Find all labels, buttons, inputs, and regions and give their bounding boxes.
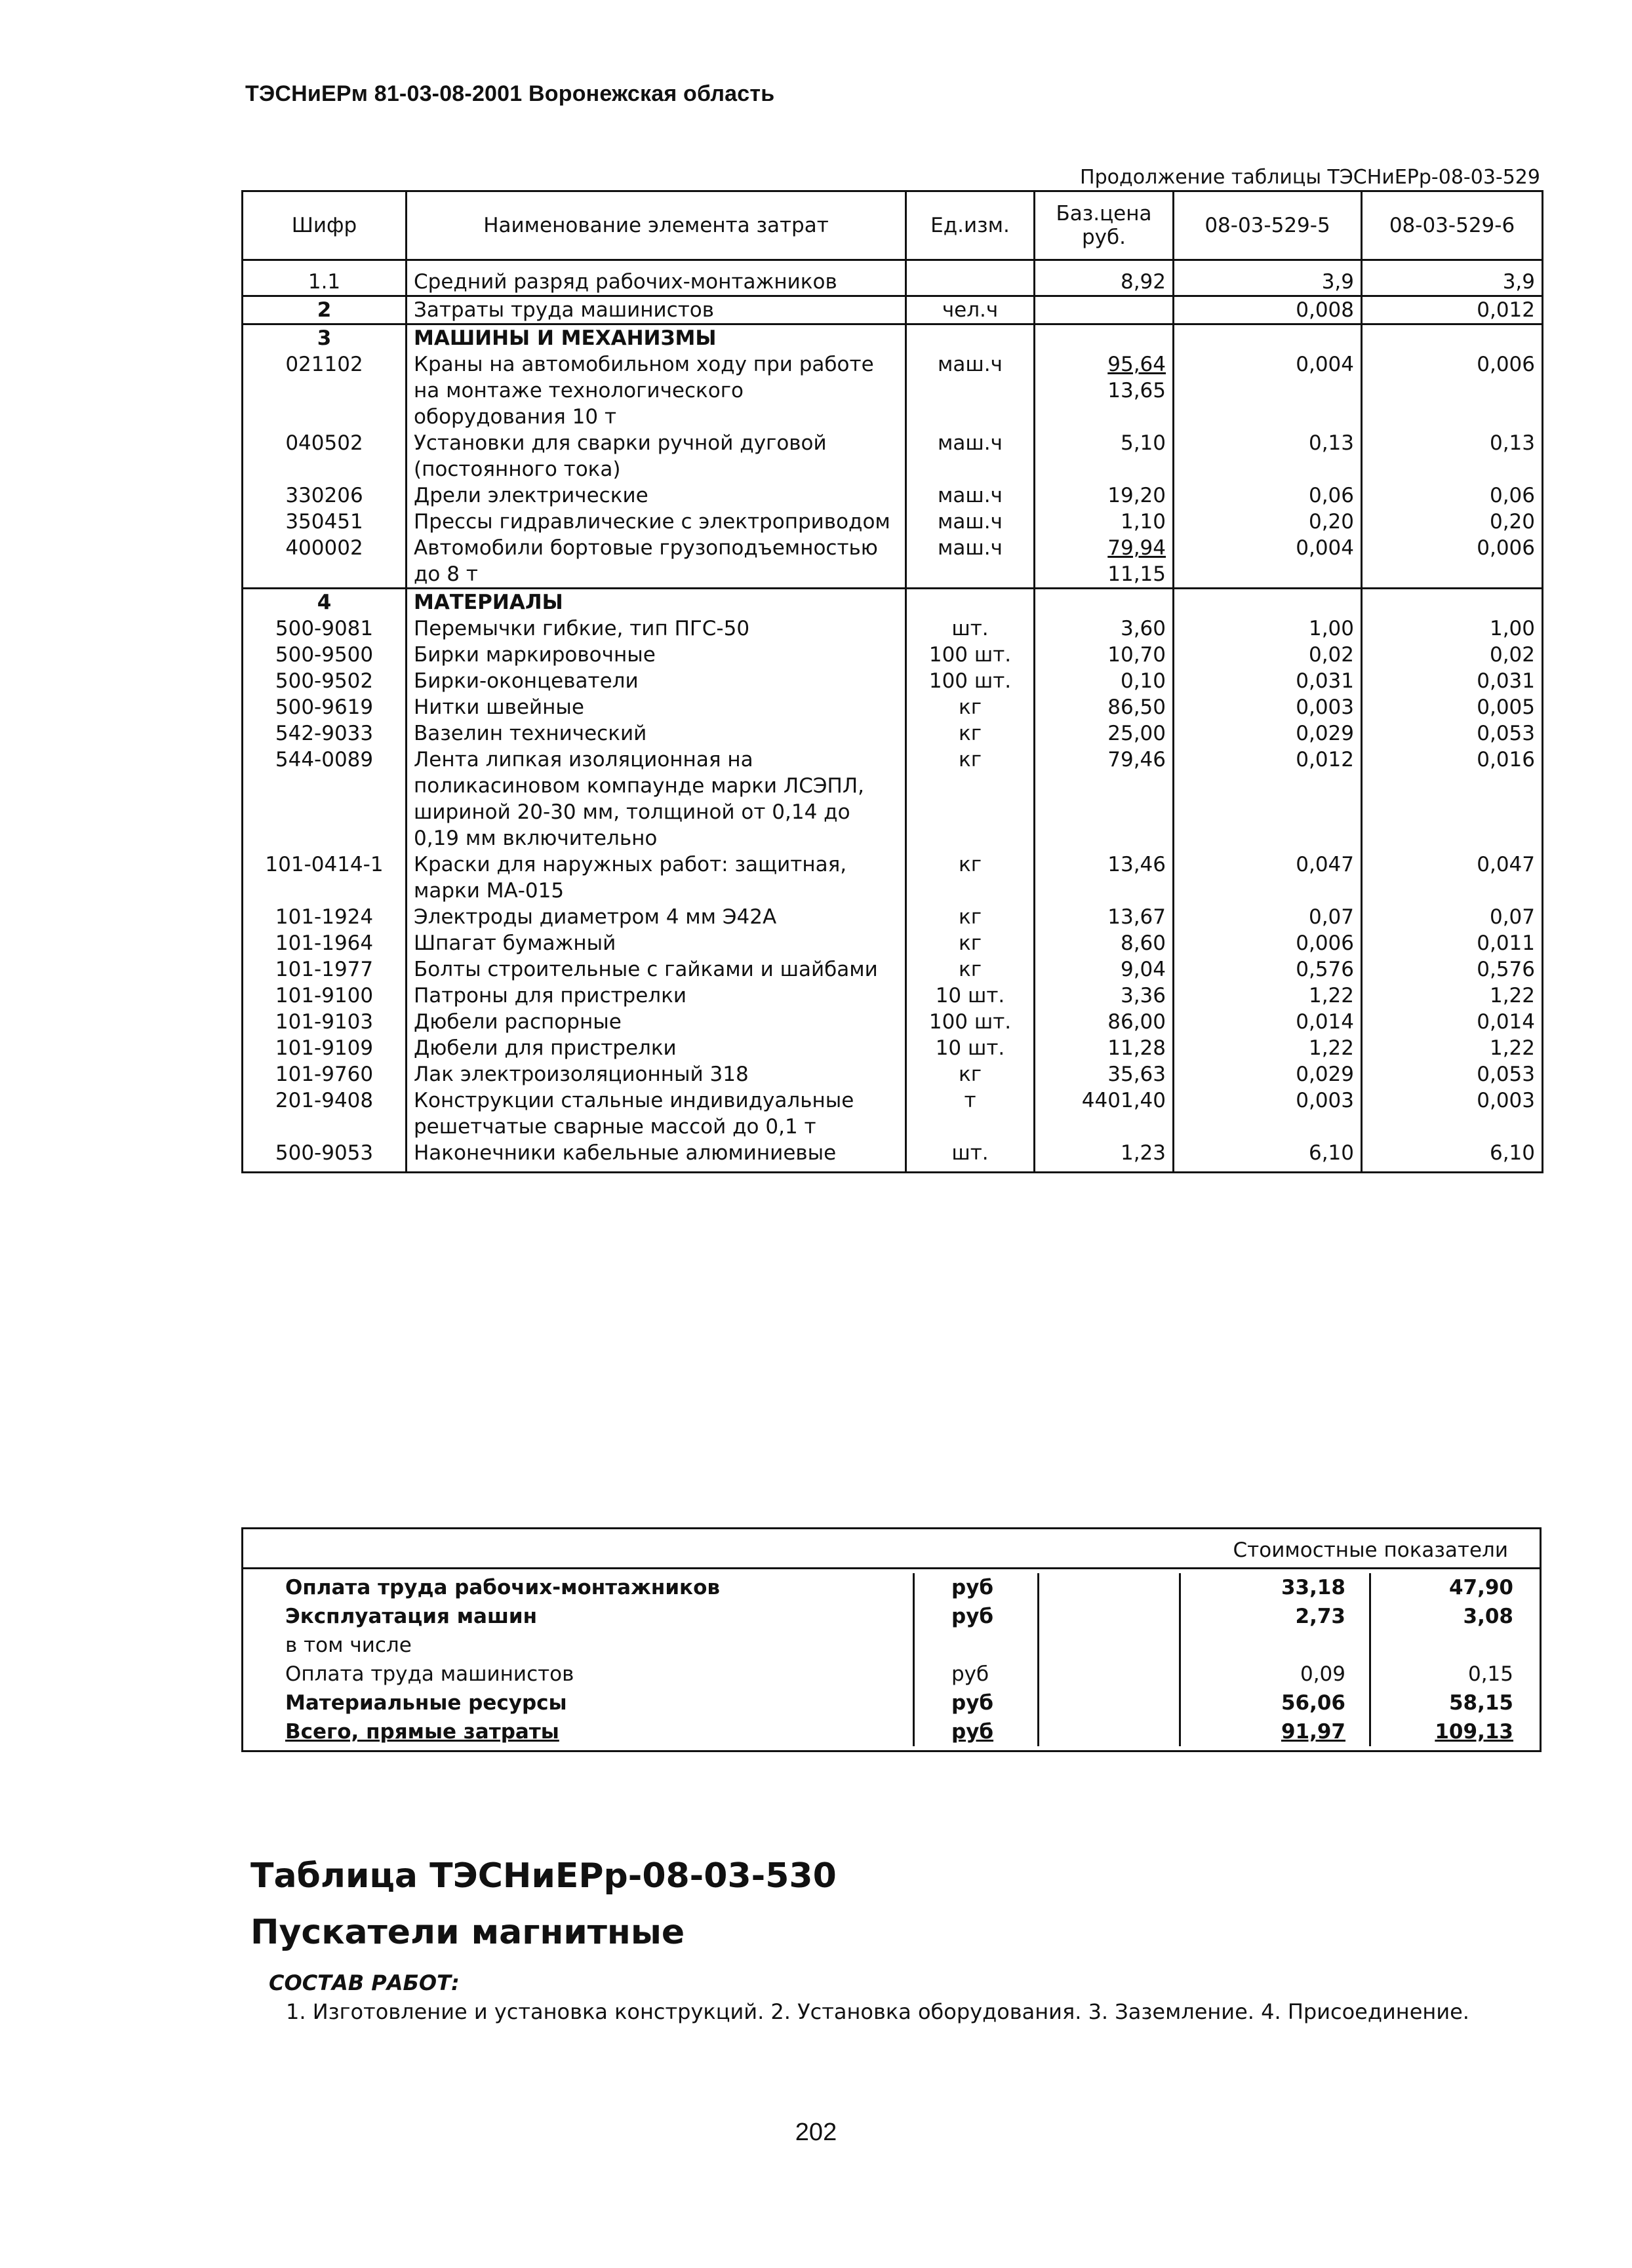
table-row (243, 260, 1543, 296)
row-price-value: 35,63 (1107, 1063, 1166, 1086)
summary-heading: Стоимостные показатели (243, 1529, 1540, 1569)
row-price (1035, 930, 1174, 956)
row-value-529-5: 0,576 (1174, 956, 1362, 983)
row-name: Дрели электрические (407, 482, 906, 509)
row-name: Нитки швейные (407, 694, 906, 720)
row-name: МАТЕРИАЛЫ (407, 589, 906, 616)
table-row (243, 296, 1543, 324)
row-value-529-5: 0,02 (1174, 642, 1362, 668)
summary-row (243, 1717, 1540, 1746)
row-value-529-6: 0,016 (1362, 747, 1543, 851)
row-value-529-6: 0,13 (1362, 430, 1543, 482)
table-row (243, 956, 1543, 983)
row-price (1035, 956, 1174, 983)
summary-value-529-5 (1181, 1631, 1371, 1660)
row-name: Шпагат бумажный (407, 930, 906, 956)
summary-unit: руб (915, 1573, 1039, 1602)
table-caption: Продолжение таблицы ТЭСНиЕРр-08-03-529 (1080, 166, 1540, 189)
row-code: 500-9053 (243, 1140, 407, 1173)
row-price (1035, 904, 1174, 930)
row-value-529-5: 0,029 (1174, 1061, 1362, 1087)
row-price (1035, 482, 1174, 509)
summary-name: Оплата труда рабочих-монтажников (243, 1573, 915, 1602)
summary-row (243, 1602, 1540, 1631)
row-value-529-6: 0,011 (1362, 930, 1543, 956)
row-code: 542-9033 (243, 720, 407, 747)
row-price (1035, 1087, 1174, 1140)
row-code: 101-1964 (243, 930, 407, 956)
row-code: 350451 (243, 509, 407, 535)
row-price (1035, 1140, 1174, 1173)
table-row (243, 351, 1543, 430)
row-name: Лента липкая изоляционная на поликасиновом компаунде марки ЛСЭПЛ, шириной 20-30 мм, толщиной от 0,14 до 0,19 мм включительно (407, 747, 906, 851)
row-value-529-6: 1,22 (1362, 983, 1543, 1009)
row-unit: маш.ч (906, 430, 1035, 482)
table-header-row (243, 191, 1543, 260)
row-code: 500-9081 (243, 616, 407, 642)
row-code: 201-9408 (243, 1087, 407, 1140)
row-code: 500-9619 (243, 694, 407, 720)
row-unit: кг (906, 1061, 1035, 1087)
summary-unit: руб (915, 1660, 1039, 1689)
row-value-529-6: 0,053 (1362, 1061, 1543, 1087)
row-code: 101-9103 (243, 1009, 407, 1035)
summary-name: в том числе (243, 1631, 915, 1660)
row-unit: кг (906, 956, 1035, 983)
row-price (1035, 668, 1174, 694)
table-row (243, 535, 1543, 589)
row-value-529-6: 0,047 (1362, 851, 1543, 904)
table-row (243, 930, 1543, 956)
row-value-529-6: 0,02 (1362, 642, 1543, 668)
summary-row (243, 1660, 1540, 1689)
row-code: 544-0089 (243, 747, 407, 851)
row-value-529-5: 0,004 (1174, 535, 1362, 589)
row-code: 400002 (243, 535, 407, 589)
row-name: Бирки маркировочные (407, 642, 906, 668)
row-value-529-6: 3,9 (1362, 260, 1543, 296)
row-price (1035, 430, 1174, 482)
summary-value-529-6: 47,90 (1448, 1576, 1513, 1599)
summary-row (243, 1631, 1540, 1660)
row-name: Вазелин технический (407, 720, 906, 747)
row-code: 500-9500 (243, 642, 407, 668)
cost-table (241, 190, 1543, 1173)
summary-price-empty (1039, 1689, 1181, 1717)
row-unit (906, 589, 1035, 616)
next-table-title: Таблица ТЭСНиЕРр-08-03-530 (250, 1856, 837, 1896)
table-row (243, 324, 1543, 352)
row-price-value: 1,23 (1120, 1141, 1166, 1165)
table-row (243, 1140, 1543, 1173)
row-unit: 100 шт. (906, 642, 1035, 668)
summary-price-empty (1039, 1717, 1181, 1746)
row-name: Средний разряд рабочих-монтажников (407, 260, 906, 296)
row-price-value: 3,36 (1120, 984, 1166, 1007)
table-row (243, 851, 1543, 904)
row-unit: 100 шт. (906, 1009, 1035, 1035)
row-code: 330206 (243, 482, 407, 509)
row-code: 1.1 (243, 260, 407, 296)
col-header-code: Шифр (243, 191, 407, 260)
row-value-529-5: 1,00 (1174, 616, 1362, 642)
row-value-529-6: 6,10 (1362, 1140, 1543, 1173)
row-unit: маш.ч (906, 351, 1035, 430)
row-unit: кг (906, 720, 1035, 747)
row-unit: шт. (906, 616, 1035, 642)
row-unit: маш.ч (906, 482, 1035, 509)
row-code: 101-0414-1 (243, 851, 407, 904)
row-price-value: 8,92 (1120, 270, 1166, 294)
col-header-price: Баз.цена руб. (1035, 191, 1174, 260)
row-name: МАШИНЫ И МЕХАНИЗМЫ (407, 324, 906, 352)
row-unit: кг (906, 930, 1035, 956)
table-row (243, 747, 1543, 851)
summary-name: Материальные ресурсы (243, 1689, 915, 1717)
page-header: ТЭСНиЕРм 81-03-08-2001 Воронежская область (245, 81, 775, 106)
row-value-529-6 (1362, 324, 1543, 352)
row-price-value: 13,46 (1107, 853, 1166, 876)
row-price-secondary: 11,15 (1107, 562, 1166, 586)
summary-block (241, 1527, 1542, 1752)
row-value-529-5: 0,003 (1174, 1087, 1362, 1140)
col-header-unit: Ед.изм. (906, 191, 1035, 260)
summary-unit (915, 1631, 1039, 1660)
row-price (1035, 1061, 1174, 1087)
row-unit: чел.ч (906, 296, 1035, 324)
summary-name: Всего, прямые затраты (243, 1717, 915, 1746)
row-value-529-5: 0,029 (1174, 720, 1362, 747)
row-code: 3 (243, 324, 407, 352)
row-price (1035, 616, 1174, 642)
page-number: 202 (795, 2119, 837, 2146)
row-value-529-5: 0,004 (1174, 351, 1362, 430)
row-name: Перемычки гибкие, тип ПГС-50 (407, 616, 906, 642)
table-row (243, 642, 1543, 668)
row-value-529-5: 0,13 (1174, 430, 1362, 482)
row-value-529-5: 0,003 (1174, 694, 1362, 720)
row-code: 101-9109 (243, 1035, 407, 1061)
row-name: Краны на автомобильном ходу при работе на монтаже технологического оборудования 10 т (407, 351, 906, 430)
row-code: 101-9100 (243, 983, 407, 1009)
row-value-529-5: 0,006 (1174, 930, 1362, 956)
summary-value-529-6 (1371, 1631, 1540, 1660)
summary-value-529-5: 33,18 (1181, 1573, 1371, 1602)
row-value-529-6: 0,031 (1362, 668, 1543, 694)
next-table-subtitle: Пускатели магнитные (250, 1913, 685, 1952)
row-unit (906, 324, 1035, 352)
row-unit: маш.ч (906, 535, 1035, 589)
row-unit: 10 шт. (906, 1035, 1035, 1061)
row-price (1035, 694, 1174, 720)
col-header-name: Наименование элемента затрат (407, 191, 906, 260)
summary-price-empty (1039, 1660, 1181, 1689)
row-price (1035, 720, 1174, 747)
summary-value-529-6: 3,08 (1463, 1605, 1513, 1628)
row-price-value: 4401,40 (1081, 1089, 1166, 1112)
summary-value-529-5: 0,09 (1181, 1660, 1371, 1689)
row-code: 101-1924 (243, 904, 407, 930)
table-row (243, 983, 1543, 1009)
row-name: Бирки-оконцеватели (407, 668, 906, 694)
row-price (1035, 851, 1174, 904)
row-value-529-6: 0,576 (1362, 956, 1543, 983)
row-price-secondary: 13,65 (1107, 379, 1166, 402)
table-row (243, 589, 1543, 616)
row-name: Дюбели распорные (407, 1009, 906, 1035)
table-row (243, 668, 1543, 694)
table-row (243, 509, 1543, 535)
row-unit: кг (906, 851, 1035, 904)
summary-value-529-6: 58,15 (1448, 1691, 1513, 1715)
row-price (1035, 351, 1174, 430)
row-value-529-6: 0,014 (1362, 1009, 1543, 1035)
summary-row (243, 1573, 1540, 1602)
row-price-value: 25,00 (1107, 722, 1166, 745)
summary-row (243, 1689, 1540, 1717)
row-price (1035, 324, 1174, 352)
col-header-529-6: 08-03-529-6 (1362, 191, 1543, 260)
row-price (1035, 747, 1174, 851)
summary-name: Оплата труда машинистов (243, 1660, 915, 1689)
row-value-529-5: 1,22 (1174, 983, 1362, 1009)
table-row (243, 720, 1543, 747)
summary-unit: руб (915, 1689, 1039, 1717)
row-name: Патроны для пристрелки (407, 983, 906, 1009)
row-unit (906, 260, 1035, 296)
row-price-value: 9,04 (1120, 958, 1166, 981)
row-value-529-6: 0,07 (1362, 904, 1543, 930)
row-value-529-5: 0,008 (1174, 296, 1362, 324)
row-price (1035, 1009, 1174, 1035)
row-price-value: 86,50 (1107, 695, 1166, 719)
table-row (243, 430, 1543, 482)
row-value-529-5: 0,047 (1174, 851, 1362, 904)
table-row (243, 1009, 1543, 1035)
row-unit: кг (906, 904, 1035, 930)
table-row (243, 694, 1543, 720)
row-price-value: 0,10 (1120, 669, 1166, 693)
row-value-529-5: 3,9 (1174, 260, 1362, 296)
table-row (243, 904, 1543, 930)
works-label: СОСТАВ РАБОТ: (269, 1970, 460, 1995)
summary-name: Эксплуатация машин (243, 1602, 915, 1631)
row-unit: шт. (906, 1140, 1035, 1173)
row-value-529-5: 0,031 (1174, 668, 1362, 694)
row-price-value: 19,20 (1107, 484, 1166, 507)
row-value-529-6: 0,003 (1362, 1087, 1543, 1140)
row-price-value: 10,70 (1107, 643, 1166, 667)
row-name: Электроды диаметром 4 мм Э42А (407, 904, 906, 930)
row-code: 021102 (243, 351, 407, 430)
row-name: Дюбели для пристрелки (407, 1035, 906, 1061)
summary-unit: руб (915, 1717, 1039, 1746)
row-price-value: 95,64 (1107, 353, 1166, 376)
row-value-529-5: 0,012 (1174, 747, 1362, 851)
row-name: Краски для наружных работ: защитная, марки МА-015 (407, 851, 906, 904)
row-value-529-5 (1174, 324, 1362, 352)
works-text: 1. Изготовление и установка конструкций. 2. Установка оборудования. 3. Заземление. 4. Присоединение. (286, 1999, 1469, 2024)
row-value-529-6: 0,005 (1362, 694, 1543, 720)
row-unit: кг (906, 747, 1035, 851)
row-name: Автомобили бортовые грузоподъемностью до 8 т (407, 535, 906, 589)
summary-value-529-5: 2,73 (1181, 1602, 1371, 1631)
summary-price-empty (1039, 1631, 1181, 1660)
row-value-529-6: 0,012 (1362, 296, 1543, 324)
row-value-529-6: 0,006 (1362, 535, 1543, 589)
row-code: 101-9760 (243, 1061, 407, 1087)
row-price-value: 3,60 (1120, 617, 1166, 640)
row-name: Установки для сварки ручной дуговой (постоянного тока) (407, 430, 906, 482)
row-value-529-5: 1,22 (1174, 1035, 1362, 1061)
table-body (243, 260, 1543, 1173)
row-price-value: 79,46 (1107, 748, 1166, 772)
row-value-529-5: 6,10 (1174, 1140, 1362, 1173)
row-name: Лак электроизоляционный 318 (407, 1061, 906, 1087)
row-name: Затраты труда машинистов (407, 296, 906, 324)
table-row (243, 616, 1543, 642)
row-code: 101-1977 (243, 956, 407, 983)
row-code: 4 (243, 589, 407, 616)
row-price-value: 1,10 (1120, 510, 1166, 534)
row-code: 040502 (243, 430, 407, 482)
row-price-value: 13,67 (1107, 905, 1166, 929)
summary-value-529-5: 56,06 (1181, 1689, 1371, 1717)
row-price-value: 86,00 (1107, 1010, 1166, 1034)
row-price-value: 5,10 (1120, 431, 1166, 455)
row-price-value: 79,94 (1107, 536, 1166, 560)
summary-price-empty (1039, 1573, 1181, 1602)
row-value-529-6: 0,20 (1362, 509, 1543, 535)
table-row (243, 482, 1543, 509)
table-row (243, 1087, 1543, 1140)
row-price-value: 8,60 (1120, 931, 1166, 955)
row-value-529-6: 1,22 (1362, 1035, 1543, 1061)
row-price (1035, 983, 1174, 1009)
table-row (243, 1035, 1543, 1061)
row-value-529-6: 0,053 (1362, 720, 1543, 747)
row-value-529-5: 0,07 (1174, 904, 1362, 930)
row-code: 500-9502 (243, 668, 407, 694)
row-unit: маш.ч (906, 509, 1035, 535)
summary-price-empty (1039, 1602, 1181, 1631)
row-value-529-5: 0,20 (1174, 509, 1362, 535)
row-price (1035, 1035, 1174, 1061)
row-name: Болты строительные с гайками и шайбами (407, 956, 906, 983)
row-price (1035, 642, 1174, 668)
row-unit: т (906, 1087, 1035, 1140)
row-unit: 100 шт. (906, 668, 1035, 694)
row-value-529-6: 0,006 (1362, 351, 1543, 430)
row-unit: кг (906, 694, 1035, 720)
row-name: Наконечники кабельные алюминиевые (407, 1140, 906, 1173)
col-header-529-5: 08-03-529-5 (1174, 191, 1362, 260)
row-value-529-6: 1,00 (1362, 616, 1543, 642)
row-price (1035, 589, 1174, 616)
row-price (1035, 509, 1174, 535)
row-value-529-5: 0,06 (1174, 482, 1362, 509)
row-code: 2 (243, 296, 407, 324)
row-name: Прессы гидравлические с электроприводом (407, 509, 906, 535)
table-row (243, 1061, 1543, 1087)
summary-value-529-6: 109,13 (1435, 1720, 1513, 1744)
row-price (1035, 260, 1174, 296)
summary-value-529-5: 91,97 (1181, 1717, 1371, 1746)
row-value-529-5 (1174, 589, 1362, 616)
summary-value-529-6: 0,15 (1467, 1662, 1513, 1686)
row-price (1035, 535, 1174, 589)
summary-unit: руб (915, 1602, 1039, 1631)
row-price-value: 11,28 (1107, 1036, 1166, 1060)
row-value-529-6: 0,06 (1362, 482, 1543, 509)
row-price (1035, 296, 1174, 324)
row-value-529-6 (1362, 589, 1543, 616)
row-unit: 10 шт. (906, 983, 1035, 1009)
row-value-529-5: 0,014 (1174, 1009, 1362, 1035)
row-name: Конструкции стальные индивидуальные решетчатые сварные массой до 0,1 т (407, 1087, 906, 1140)
